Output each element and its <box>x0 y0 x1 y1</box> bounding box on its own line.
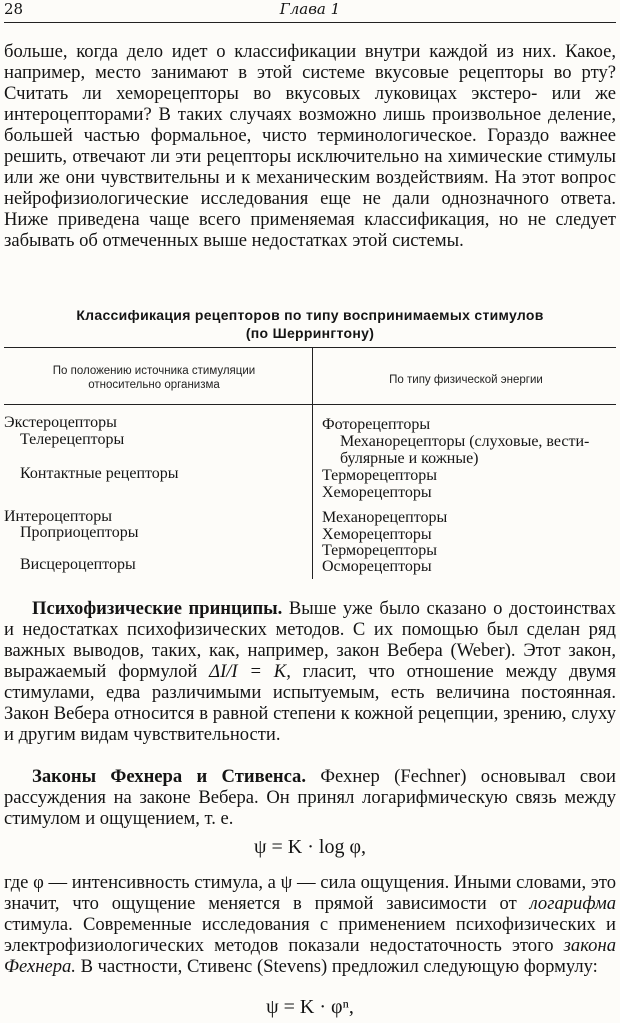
table-cell-left: Телерецепторы <box>20 431 125 448</box>
fechner-formula: ψ = K · log φ, <box>253 836 366 858</box>
section-title-fechner-stevens: Законы Фехнера и Стивенса. <box>32 766 307 787</box>
table-header-left: По положению источника стимуляции относительно организма <box>52 365 256 391</box>
section-title-psychophysics: Психофизические принципы. <box>32 598 283 619</box>
table-cell-right: Механорецепторы (слуховые, вести- <box>340 433 590 450</box>
table-cell-right: Хеморецепторы <box>322 484 432 501</box>
table-cell-left: Экстероцепторы <box>4 414 117 431</box>
table-cell-right: Осморецепторы <box>322 558 432 575</box>
page-number: 28 <box>4 0 24 18</box>
table-header-right: По типу физической энергии <box>389 374 543 386</box>
table-caption <box>0 306 620 342</box>
paragraph-1: больше, когда дело идет о классификации внутри каждой из них. Какое, например, место занимают в этой системе вкусовые рецепторы во рту? Считать ли хеморецепторы во вкусовых луковицах экстеро- или же интероцепторами? В таких случаях возможно лишь произвольное деление, большей частью формальное, чисто терминологическое. Гораздо важнее решить, отвечают ли эти рецепторы исключительно на химические стимулы или же они чувствительны и к механическим воздействиям. На этот вопрос нейрофизиологические исследования еще не дали однозначного ответа. Ниже приведена чаще всего применяемая классификация, но не следует забывать об отмеченных выше недостатках этой системы. <box>4 41 616 251</box>
table-cell-left: Проприоцепторы <box>20 524 139 541</box>
table-caption-line2: (по Шеррингтону) <box>245 325 375 341</box>
table-caption-line1: Классификация рецепторов по типу воспринимаемых стимулов <box>76 307 544 323</box>
paragraph-fechner-stevens: Законы Фехнера и Стивенса. Фехнер (Fechner) основывал свои рассуждения на законе Вебера. Он принял логарифмическую связь между стимулом и ощущением, т. е. <box>4 766 616 829</box>
page-header <box>4 0 616 20</box>
table-cell-right: Терморецепторы <box>322 467 438 484</box>
table-cell-right: Фоторецепторы <box>322 416 431 433</box>
table-cell-right: Терморецепторы <box>322 542 438 559</box>
stevens-formula: ψ = K · φⁿ, <box>266 996 354 1018</box>
table-cell-left: Интероцепторы <box>4 508 112 525</box>
table-column-divider <box>312 347 313 579</box>
paragraph-4: где φ — интенсивность стимула, а ψ — сила ощущения. Иными словами, это значит, что ощущение меняется в прямой зависимости от логарифма стимула. Современные исследования с применением психофизических и электрофизиологических методов показали недостаточность этого закона Фехнера. В частности, Стивенс (Stevens) предложил следующую формулу: <box>4 872 616 977</box>
table-header-rule <box>4 404 616 405</box>
weber-formula: ΔI/I = K, <box>209 661 291 682</box>
paragraph-psychophysics: Психофизические принципы. Выше уже было сказано о достоинствах и недостатках психофизических методов. С их помощью был сделан ряд важных выводов, таких, как, например, закон Вебера (Weber). Этот закон, выражаемый формулой ΔI/I = K, гласит, что отношение между двумя стимулами, едва различимыми испытуемым, есть величина постоянная. Закон Вебера относится в равной степени к кожной рецепции, зрению, слуху и другим видам чувствительности. <box>4 598 617 745</box>
table-cell-right: булярные и кожные) <box>340 450 479 467</box>
table-top-rule <box>4 347 616 348</box>
header-rule <box>4 22 616 23</box>
table-cell-right: Хеморецепторы <box>322 526 432 543</box>
table-cell-left: Контактные рецепторы <box>20 465 179 482</box>
table-cell-right: Механорецепторы <box>322 509 448 526</box>
running-title: Глава 1 <box>279 0 341 18</box>
table-cell-left: Висцероцепторы <box>20 556 136 573</box>
